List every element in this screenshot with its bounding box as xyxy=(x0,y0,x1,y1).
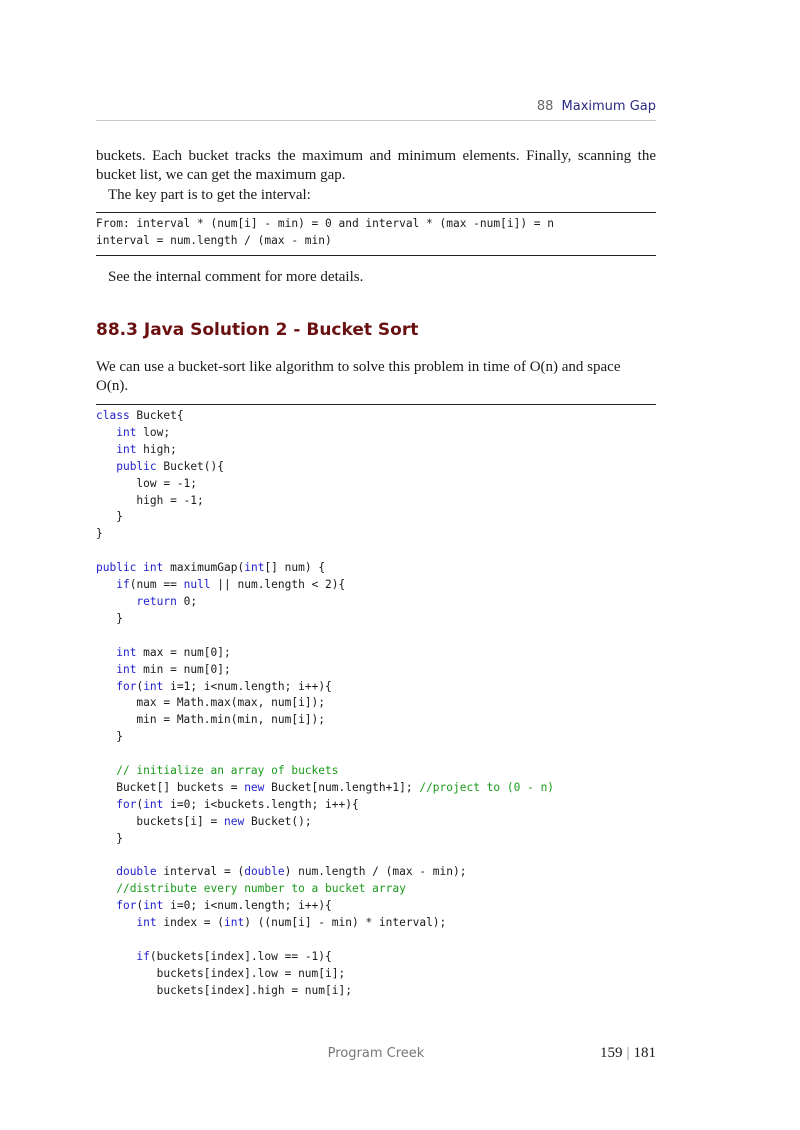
java-code-block xyxy=(96,408,656,1000)
code-line: class Bucket{ xyxy=(96,409,184,422)
code-line: buckets[index].high = num[i]; xyxy=(96,983,352,997)
footer-page-number xyxy=(556,1045,656,1062)
running-header xyxy=(96,99,656,114)
page-separator: | xyxy=(626,1045,630,1061)
code-line: if(buckets[index].low == -1){ xyxy=(136,950,332,963)
header-divider xyxy=(96,120,656,121)
page-current: 159 xyxy=(599,1045,623,1061)
section-description: We can use a bucket-sort like algorithm to solve this problem in time of O(n) and space O(n). xyxy=(96,359,621,394)
code-line: public int maximumGap(int[] num) { xyxy=(96,561,326,575)
code-line: } xyxy=(96,527,103,541)
code-line: return 0; xyxy=(136,594,198,608)
code-top-rule xyxy=(96,212,656,213)
chapter-number: 88 xyxy=(536,99,554,114)
code-line: for(int i=0; i<num.length; i++){ xyxy=(116,899,332,913)
code-line: Bucket[] buckets = new Bucket[num.length+1]; //project to (0 - n) xyxy=(96,780,555,794)
footer-source: Program Creek xyxy=(327,1046,425,1061)
code-line: high = -1; xyxy=(96,493,204,507)
chapter-title: Maximum Gap xyxy=(561,99,656,114)
code-line: buckets[index].low = num[i]; xyxy=(96,966,346,980)
code-line: int min = num[0]; xyxy=(116,662,231,676)
comment-note: See the internal comment for more details. xyxy=(108,269,364,285)
interval-code-line-2: interval = num.length / (max - min) xyxy=(96,233,332,247)
code-line: for(int i=1; i<num.length; i++){ xyxy=(116,679,332,693)
code-line: } xyxy=(96,611,123,625)
page-total: 181 xyxy=(633,1045,656,1061)
code-line: public Bucket(){ xyxy=(116,459,224,473)
code-line: } xyxy=(96,831,123,845)
code-line: } xyxy=(96,730,123,744)
code-line: low = -1; xyxy=(96,476,198,490)
code-line: int index = (int) ((num[i] - min) * interval); xyxy=(136,916,447,930)
code-line: int max = num[0]; xyxy=(116,645,231,659)
code-line: int low; xyxy=(116,425,171,439)
code-line: //distribute every number to a bucket array xyxy=(116,882,406,896)
code-line: int high; xyxy=(116,442,177,456)
code-line: if(num == null || num.length < 2){ xyxy=(116,578,346,592)
key-part-text: The key part is to get the interval: xyxy=(108,187,311,203)
intro-paragraph: buckets. Each bucket tracks the maximum and minimum elements. Finally, scanning the bucket list, we can get the maximum gap. xyxy=(96,148,656,183)
java-code-top-rule xyxy=(96,404,656,405)
section-title: 88.3 Java Solution 2 - Bucket Sort xyxy=(96,320,419,340)
code-line: // initialize an array of buckets xyxy=(116,764,339,778)
interval-code-line-1: From: interval * (num[i] - min) = 0 and interval * (max -num[i]) = n xyxy=(96,217,555,230)
code-line: } xyxy=(96,510,123,524)
code-line: for(int i=0; i<buckets.length; i++){ xyxy=(116,797,359,811)
code-line: max = Math.max(max, num[i]); xyxy=(96,696,326,710)
code-bottom-rule xyxy=(96,255,656,256)
code-line: buckets[i] = new Bucket(); xyxy=(96,814,312,828)
interval-code-block xyxy=(96,216,656,250)
code-line: min = Math.min(min, num[i]); xyxy=(96,713,326,727)
code-line: double interval = (double) num.length / (max - min); xyxy=(116,865,467,879)
